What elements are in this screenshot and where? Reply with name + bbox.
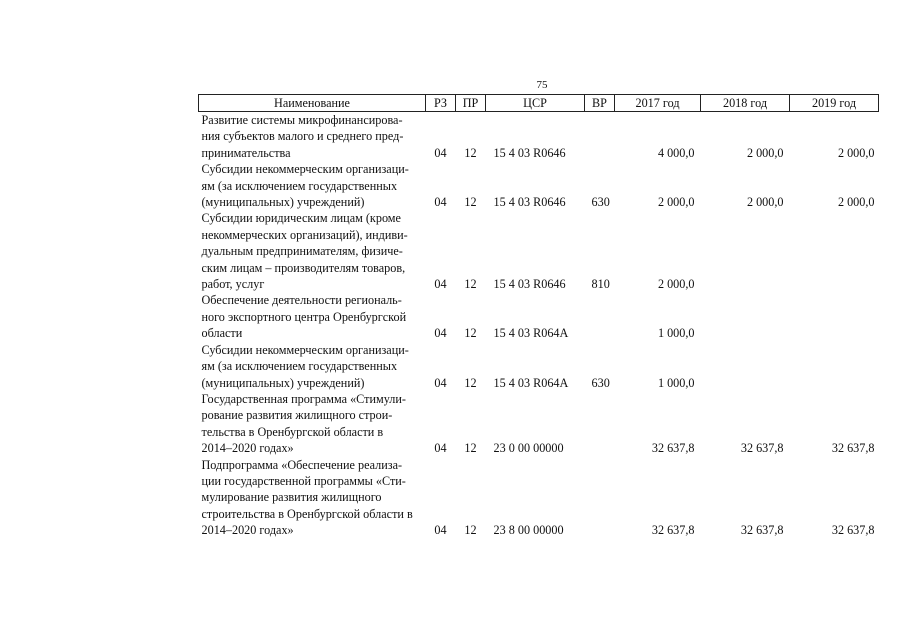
- row-2018: 2 000,0: [746, 195, 784, 210]
- row-name-line: области: [201, 326, 243, 341]
- row-name-line: Субсидии некоммерческим организаци-: [201, 342, 409, 357]
- row-vr: [585, 457, 615, 539]
- table-header-row: [199, 95, 879, 112]
- row-pr: 12: [464, 277, 477, 292]
- row-2017: 2 000,0: [657, 277, 695, 292]
- row-2017: 32 637,8: [651, 441, 695, 456]
- row-2019: [790, 210, 879, 292]
- row-name-line: дуальным предпринимателям, физиче-: [201, 244, 403, 259]
- table-row: [199, 210, 879, 292]
- row-2017: 2 000,0: [657, 195, 695, 210]
- table-row: [199, 342, 879, 391]
- row-2018: [701, 210, 790, 292]
- row-name-line: ции государственной программы «Сти-: [201, 473, 406, 488]
- row-2019: 2 000,0: [837, 195, 875, 210]
- header-2019: 2019 год: [790, 95, 879, 112]
- table-body: [199, 112, 879, 539]
- row-2019: 32 637,8: [831, 523, 875, 538]
- row-2019: [790, 342, 879, 391]
- row-name-line: принимательства: [201, 145, 291, 160]
- row-name-line: тельства в Оренбургской области в: [201, 424, 384, 439]
- row-name: [199, 457, 426, 539]
- row-name-line: ским лицам – производителям товаров,: [201, 260, 406, 275]
- row-2018: [701, 292, 790, 341]
- table-row: [199, 292, 879, 341]
- row-rz: 04: [434, 277, 447, 292]
- row-name-line: (муниципальных) учреждений): [201, 375, 365, 390]
- row-csr: 23 8 00 00000: [493, 523, 564, 538]
- row-vr: [585, 112, 615, 162]
- row-pr: 12: [464, 441, 477, 456]
- row-vr: 810: [591, 277, 610, 292]
- table-row: [199, 391, 879, 457]
- header-name: Наименование: [199, 95, 426, 112]
- row-rz: 04: [434, 523, 447, 538]
- row-2019: [790, 292, 879, 341]
- row-csr: 15 4 03 R0646: [493, 195, 566, 210]
- table-row: [199, 457, 879, 539]
- header-rz: РЗ: [426, 95, 456, 112]
- row-pr: 12: [464, 326, 477, 341]
- row-2018: 2 000,0: [746, 145, 784, 160]
- row-rz: 04: [434, 326, 447, 341]
- row-name-line: ям (за исключением государственных: [201, 359, 398, 374]
- row-pr: 12: [464, 375, 477, 390]
- row-2017: 1 000,0: [657, 326, 695, 341]
- row-name-line: строительства в Оренбургской области в: [201, 506, 413, 521]
- header-2018: 2018 год: [701, 95, 790, 112]
- row-name-line: работ, услуг: [201, 277, 265, 292]
- row-rz: 04: [434, 375, 447, 390]
- row-name-line: некоммерческих организаций), индиви-: [201, 227, 408, 242]
- row-csr: 23 0 00 00000: [493, 441, 564, 456]
- row-rz: 04: [434, 145, 447, 160]
- row-name-line: (муниципальных) учреждений): [201, 195, 365, 210]
- row-rz: 04: [434, 441, 447, 456]
- row-name: [199, 210, 426, 292]
- row-name-line: 2014–2020 годах»: [201, 441, 294, 456]
- page-number: 75: [536, 79, 548, 91]
- header-csr: ЦСР: [486, 95, 585, 112]
- row-name-line: 2014–2020 годах»: [201, 523, 294, 538]
- row-vr: [585, 391, 615, 457]
- header-pr: ПР: [456, 95, 486, 112]
- row-name: [199, 112, 426, 162]
- header-2017: 2017 год: [615, 95, 701, 112]
- budget-table: [198, 94, 879, 539]
- row-2018: [701, 342, 790, 391]
- row-name-line: ного экспортного центра Оренбургской: [201, 309, 407, 324]
- row-2017: 1 000,0: [657, 375, 695, 390]
- row-2017: 4 000,0: [657, 145, 695, 160]
- row-name: [199, 161, 426, 210]
- row-2018: 32 637,8: [740, 523, 784, 538]
- row-2018: 32 637,8: [740, 441, 784, 456]
- row-name: [199, 391, 426, 457]
- table-row: [199, 161, 879, 210]
- row-name: [199, 292, 426, 341]
- row-name-line: Обеспечение деятельности региональ-: [201, 293, 402, 308]
- row-name-line: ям (за исключением государственных: [201, 178, 398, 193]
- row-pr: 12: [464, 195, 477, 210]
- row-name-line: Развитие системы микрофинансирова-: [201, 113, 403, 127]
- header-vr: ВР: [585, 95, 615, 112]
- row-name-line: ния субъектов малого и среднего пред-: [201, 129, 404, 144]
- row-2019: 2 000,0: [837, 145, 875, 160]
- row-csr: 15 4 03 R064A: [493, 326, 569, 341]
- row-2019: 32 637,8: [831, 441, 875, 456]
- row-csr: 15 4 03 R0646: [493, 145, 566, 160]
- row-pr: 12: [464, 523, 477, 538]
- row-csr: 15 4 03 R064A: [493, 375, 569, 390]
- row-vr: 630: [591, 375, 610, 390]
- row-pr: 12: [464, 145, 477, 160]
- row-vr: [585, 292, 615, 341]
- row-rz: 04: [434, 195, 447, 210]
- row-name-line: мулирование развития жилищного: [201, 490, 382, 505]
- table-row: [199, 112, 879, 162]
- row-csr: 15 4 03 R0646: [493, 277, 566, 292]
- row-name-line: Субсидии юридическим лицам (кроме: [201, 211, 401, 226]
- row-name-line: рование развития жилищного строи-: [201, 408, 393, 423]
- row-name: [199, 342, 426, 391]
- row-2017: 32 637,8: [651, 523, 695, 538]
- row-vr: 630: [591, 195, 610, 210]
- row-name-line: Подпрограмма «Обеспечение реализа-: [201, 457, 403, 472]
- row-name-line: Государственная программа «Стимули-: [201, 391, 406, 406]
- row-name-line: Субсидии некоммерческим организаци-: [201, 162, 409, 177]
